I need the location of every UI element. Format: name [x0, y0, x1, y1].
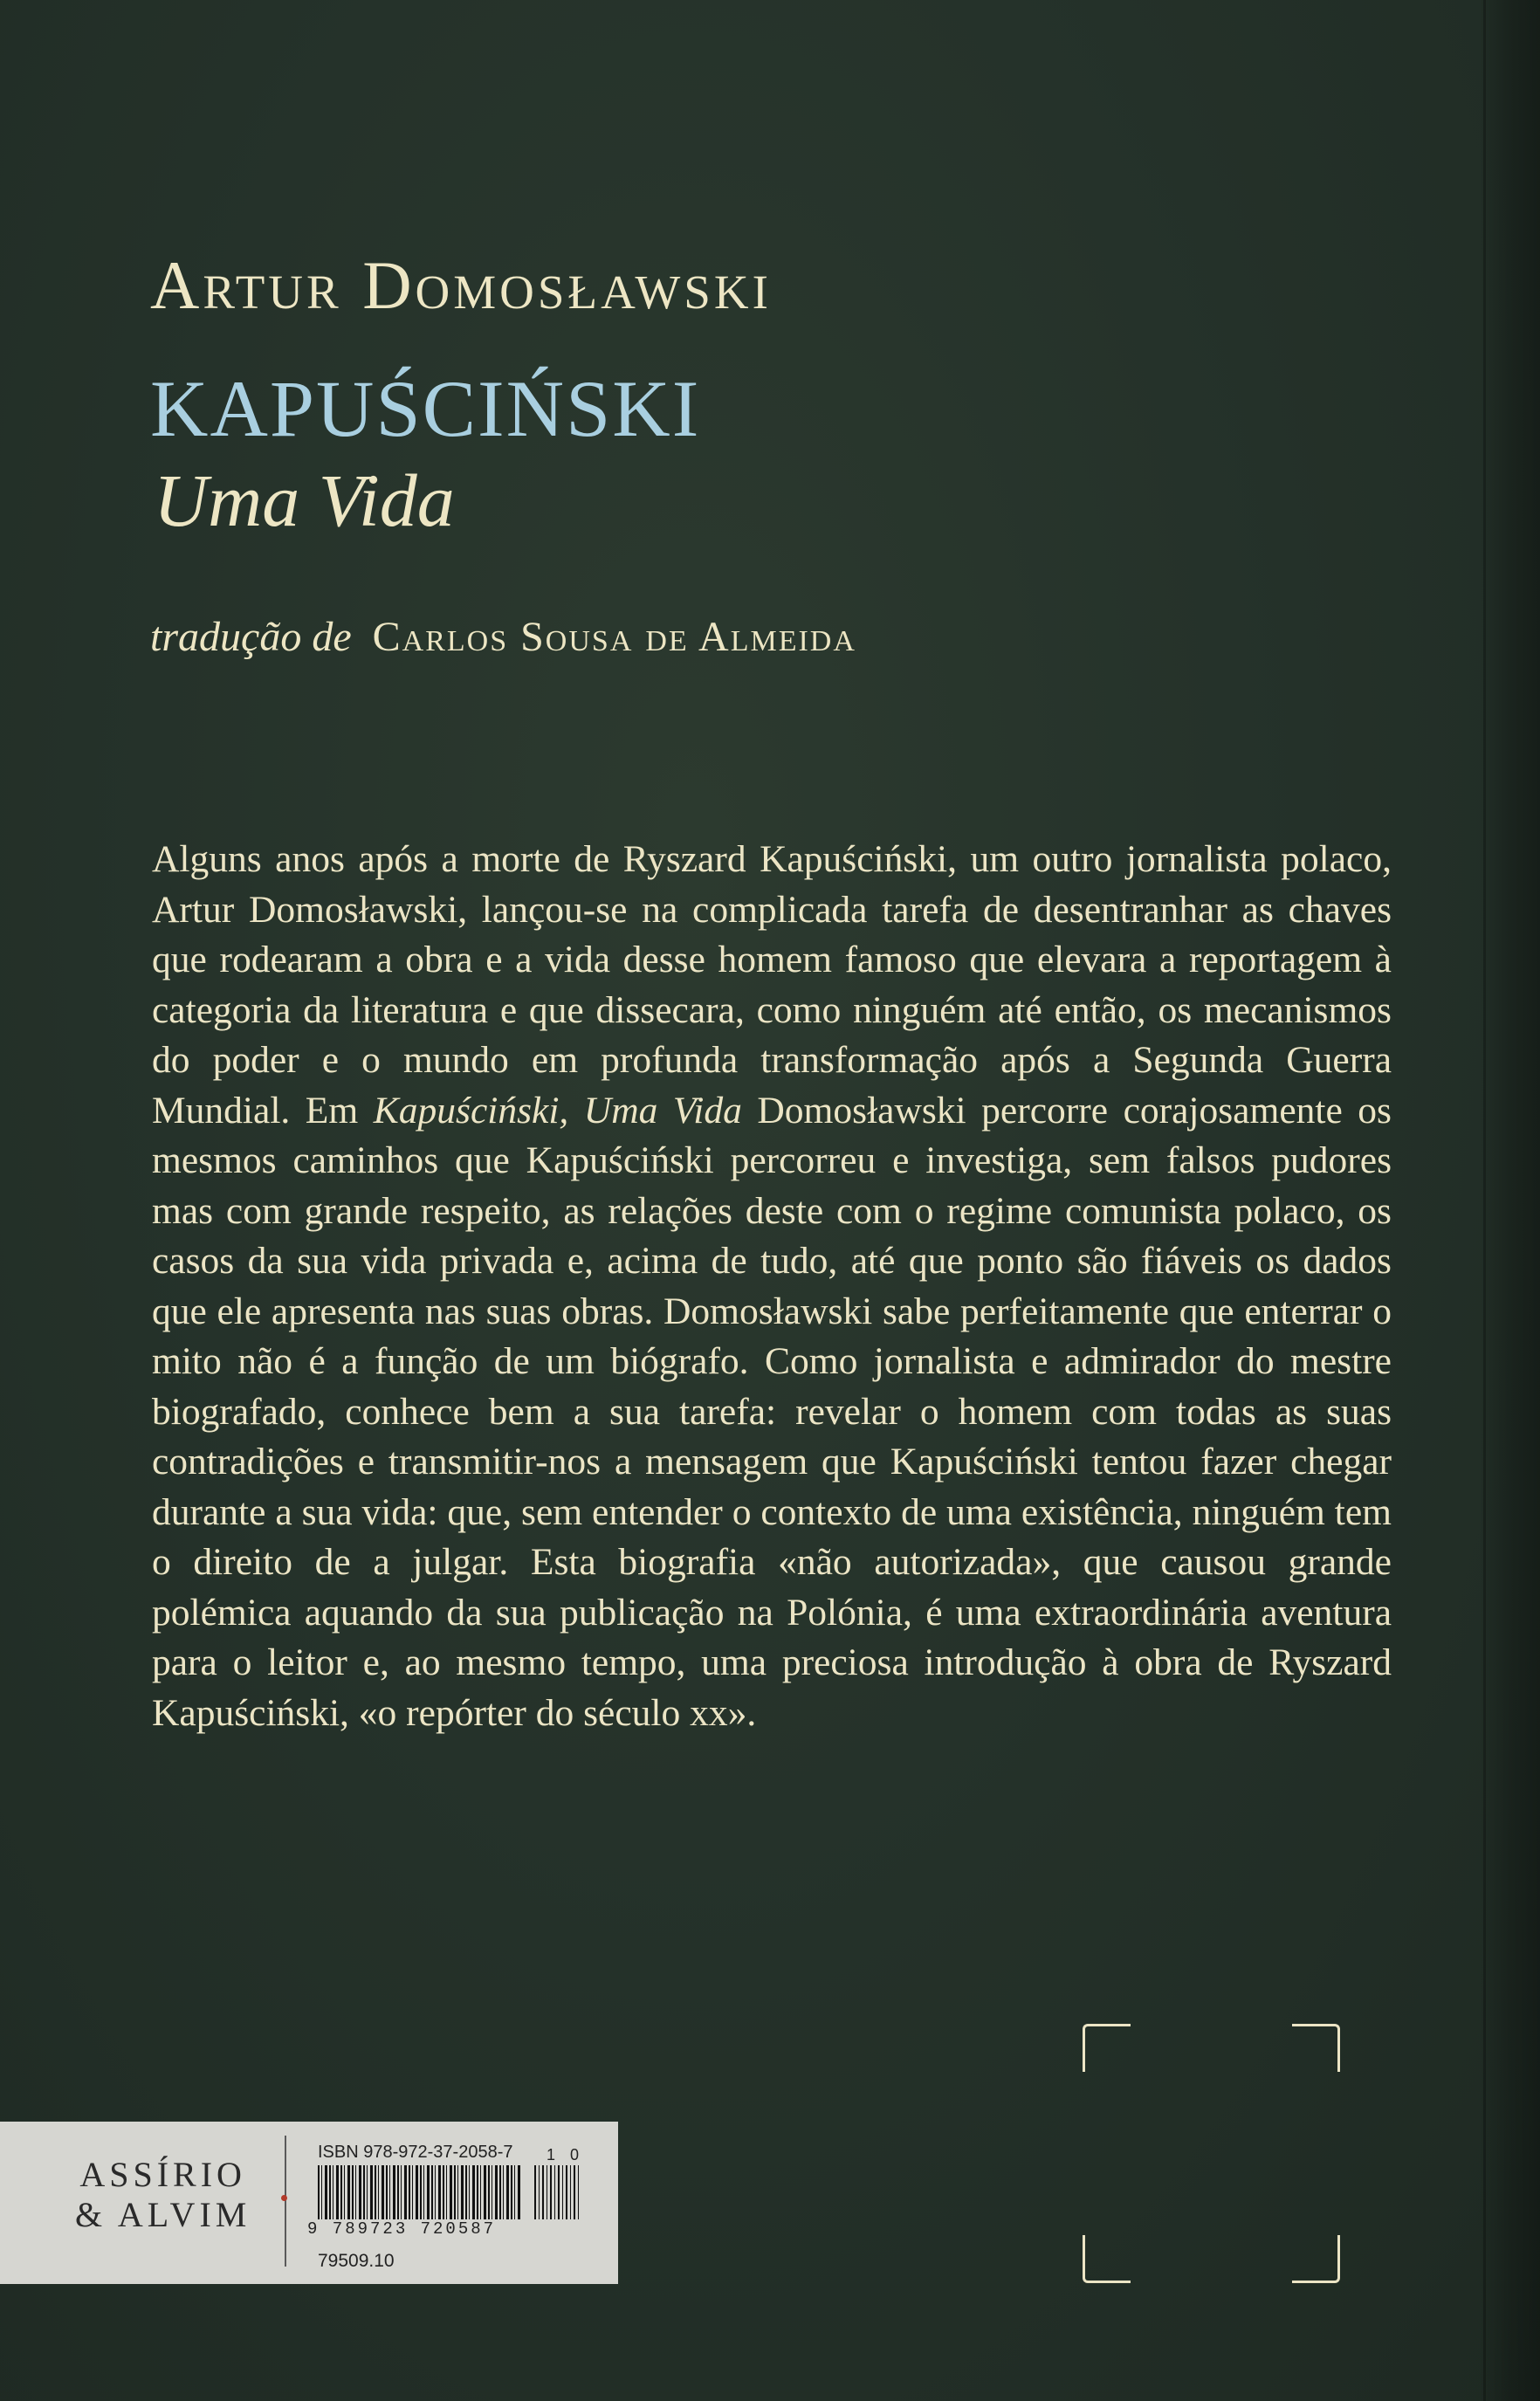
- publisher-logo: [75, 2155, 251, 2235]
- translator-name: Carlos Sousa de Almeida: [372, 614, 856, 660]
- frame-corner-top-left: [1083, 2024, 1131, 2072]
- blurb-text: [152, 835, 1392, 1738]
- publisher-line-1: ASSÍRIO: [79, 2155, 246, 2194]
- blurb-emphasis: Kapuściński, Uma Vida: [373, 1089, 742, 1132]
- publisher-line-2: & ALVIM: [75, 2195, 251, 2234]
- isbn-text: ISBN 978-972-37-2058-7: [318, 2143, 513, 2162]
- author-name: Artur Domosławski: [150, 247, 772, 323]
- translator-credit: [150, 613, 856, 661]
- blurb-part-2: Domosławski percorre corajosamente os mesmos caminhos que Kapuściński percorreu e investiga, sem falsos pudores mas com grande respeito, as relações deste com o regime comunista polaco, os casos da sua vida privada e, acima de tudo, até que ponto são fiáveis os dados que ele apresenta nas suas obras. Domosławski sabe perfeitamente que enterrar o mito não é a função de um biógrafo. Como jornalista e admirador do mestre biografado, conhece bem a sua tarefa: revelar o homem com todas as suas contradições e transmitir-nos a mensagem que Kapuściński tentou fazer chegar durante a sua vida: que, sem entender o contexto de uma existência, ninguém tem o direito de a julgar. Esta biografia «não autorizada», que causou grande polémica aquando da sua publicação na Polónia, é uma extraordinária aventura para o leitor e, ao mesmo tempo, uma preciosa introdução à obra de Ryszard Kapuściński, «o repórter do século xx».: [152, 1089, 1392, 1734]
- barcode-addon-digits: 1 0: [547, 2146, 585, 2164]
- frame-corner-bottom-left: [1083, 2235, 1131, 2283]
- spine-fold: [1483, 0, 1486, 2401]
- barcode-addon-icon: [534, 2165, 581, 2219]
- book-subtitle: Uma Vida: [154, 458, 455, 542]
- translator-prefix: tradução de: [150, 614, 352, 660]
- barcode-digits: 9 789723 720587: [307, 2219, 497, 2239]
- reference-code: 79509.10: [318, 2251, 395, 2271]
- barcode-icon: [318, 2165, 520, 2219]
- label-dot-icon: [281, 2195, 287, 2201]
- frame-corner-bottom-right: [1292, 2235, 1340, 2283]
- label-divider: [285, 2136, 286, 2267]
- book-title: KAPUŚCIŃSKI: [150, 364, 701, 453]
- frame-corner-top-right: [1292, 2024, 1340, 2072]
- blurb-part-1: Alguns anos após a morte de Ryszard Kapuściński, um outro jornalista polaco, Artur Domosławski, lançou-se na complicada tarefa de desentranhar as chaves que rodearam a obra e a vida desse homem famoso que elevara a reportagem à categoria da literatura e que dissecara, como ninguém até então, os mecanismos do poder e o mundo em profunda transformação após a Segunda Guerra Mundial. Em: [152, 838, 1392, 1132]
- publisher-barcode-label: [0, 2122, 618, 2284]
- spine-shadow: [1479, 0, 1540, 2401]
